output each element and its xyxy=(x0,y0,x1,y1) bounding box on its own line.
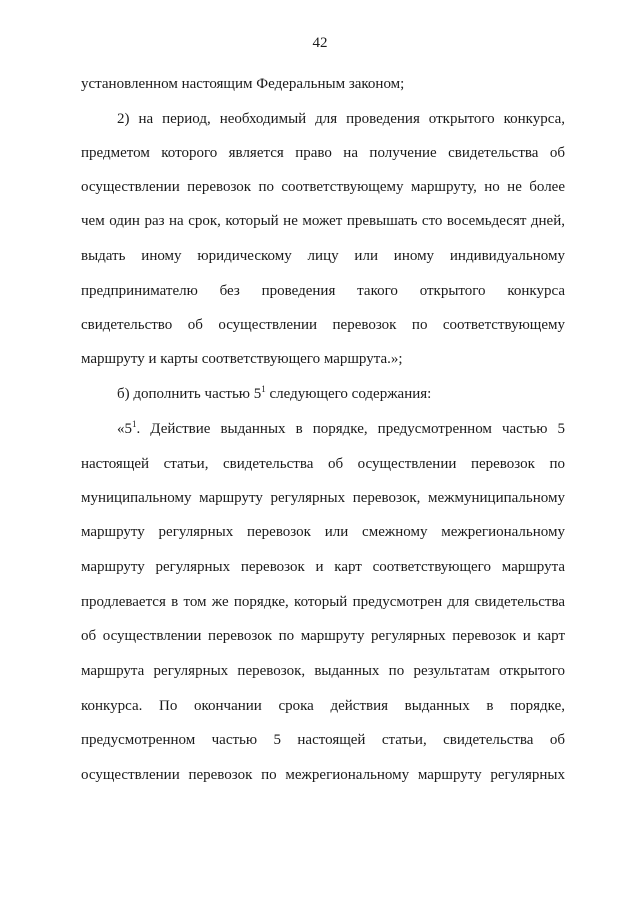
page-number: 42 xyxy=(312,35,328,51)
text-fragment: следующего содержания: xyxy=(265,386,432,402)
text-line: предусмотренном частью 5 настоящей статьи, свидетельства об xyxy=(81,732,565,748)
text-fragment: . Действие выданных в порядке, предусмотренном частью 5 xyxy=(136,421,565,437)
text-line: продлевается в том же порядке, который предусмотрен для свидетельства xyxy=(81,594,565,610)
text-line: 2) на период, необходимый для проведения открытого конкурса, xyxy=(117,111,565,127)
text-line: осуществлении перевозок по соответствующему маршруту, но не более xyxy=(81,179,565,195)
text-line: маршруту регулярных перевозок или смежному межрегиональному xyxy=(81,524,565,540)
text-fragment: б) дополнить частью 5 xyxy=(117,386,262,402)
text-line: маршруту регулярных перевозок и карт соответствующего маршрута xyxy=(81,559,565,575)
text-line: об осуществлении перевозок по маршруту регулярных перевозок и карт xyxy=(81,628,565,644)
text-line: конкурса. По окончании срока действия выданных в порядке, xyxy=(81,698,565,714)
text-line: свидетельство об осуществлении перевозок по соответствующему xyxy=(81,317,565,333)
superscript: 1 xyxy=(132,419,137,429)
superscript: 1 xyxy=(261,384,266,394)
text-line: предпринимателю без проведения такого открытого конкурса xyxy=(81,283,565,299)
text-line: предметом которого является право на получение свидетельства об xyxy=(81,145,565,161)
text-fragment: «5 xyxy=(117,421,132,437)
text-line: муниципальному маршруту регулярных перевозок, межмуниципальному xyxy=(81,490,565,506)
text-line: установленном настоящим Федеральным законом; xyxy=(81,76,405,92)
text-line: настоящей статьи, свидетельства об осуществлении перевозок по xyxy=(81,456,565,472)
text-line: выдать иному юридическому лицу или иному индивидуальному xyxy=(81,248,565,264)
text-line: чем один раз на срок, который не может превышать сто восемьдесят дней, xyxy=(81,213,565,229)
text-line: маршруту и карты соответствующего маршрута.»; xyxy=(81,351,403,367)
text-line xyxy=(117,385,565,403)
text-line: осуществлении перевозок по межрегиональному маршруту регулярных xyxy=(81,767,565,783)
text-line xyxy=(117,420,565,438)
text-line: маршрута регулярных перевозок, выданных по результатам открытого xyxy=(81,663,565,679)
